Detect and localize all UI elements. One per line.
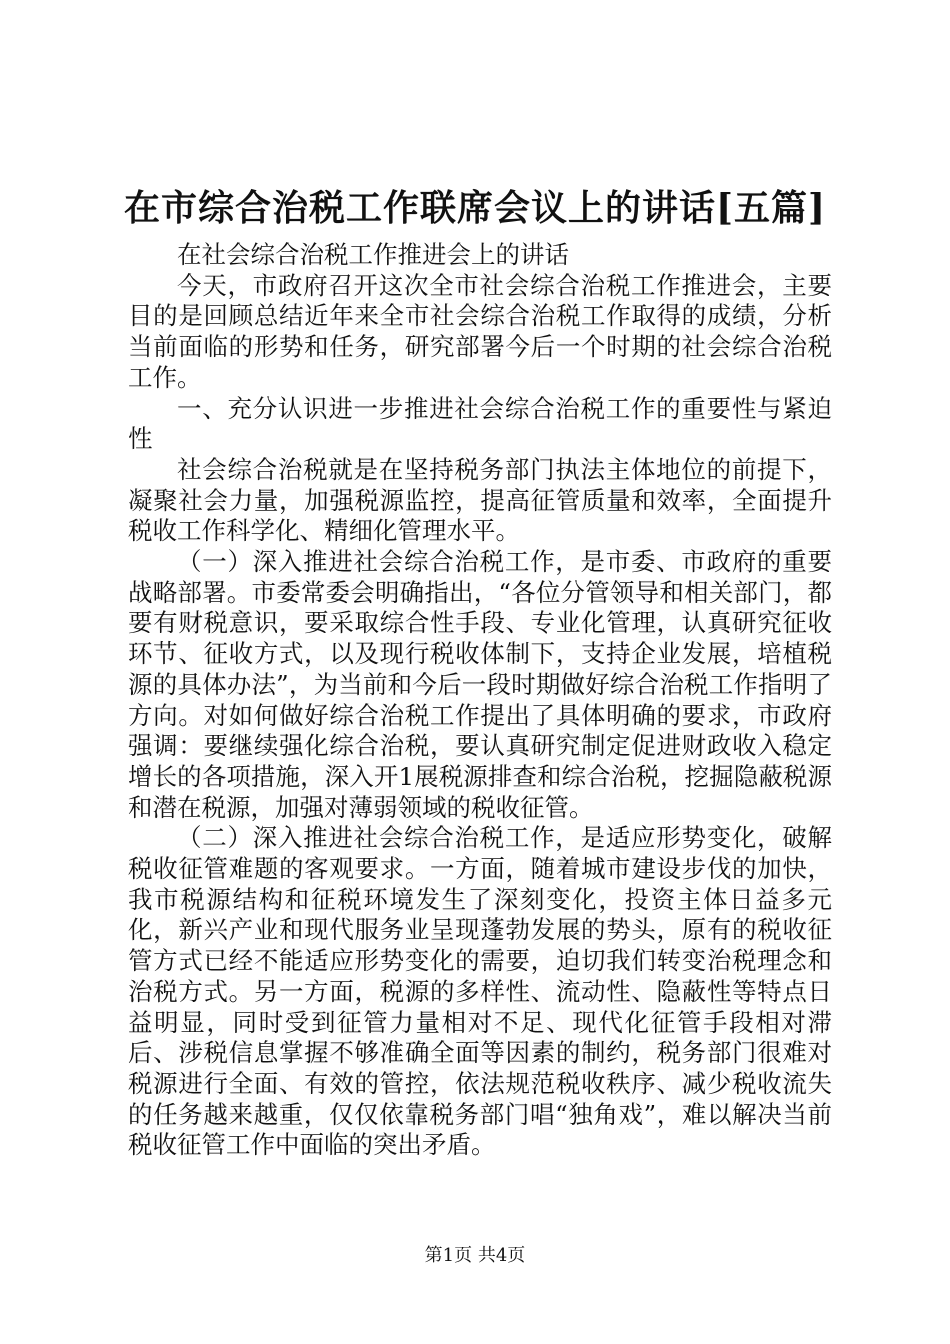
- point-one-paragraph: （一）深入推进社会综合治税工作，是市委、市政府的重要战略部署。市委常委会明确指出，“各位分管领导和相关部门，都要有财税意识，要采取综合性手段、专业化管理，认真研究征收环节、征收方式，以及现行税收体制下，支持企业发展，培植税源的具体办法”，为当前和今后一段时期做好综合治税工作指明了方向。对如何做好综合治税工作提出了具体明确的要求，市政府强调：要继续强化综合治税，要认真研究制定促进财政收入稳定增长的各项措施，深入开1展税源排查和综合治税，挖掘隐蔽税源和潜在税源，加强对薄弱领域的税收征管。: [128, 547, 832, 822]
- page-footer: 第1页 共4页: [424, 1245, 526, 1266]
- document-body: [128, 240, 832, 1161]
- document-title: 在市综合治税工作联席会议上的讲话[五篇]: [123, 187, 827, 229]
- point-two-paragraph: （二）深入推进社会综合治税工作，是适应形势变化，破解税收征管难题的客观要求。一方面，随着城市建设步伐的加快，我市税源结构和征税环境发生了深刻变化，投资主体日益多元化，新兴产业和现代服务业呈现蓬勃发展的势头，原有的税收征管方式已经不能适应形势变化的需要，迫切我们转变治税理念和治税方式。另一方面，税源的多样性、流动性、隐蔽性等特点日益明显，同时受到征管力量相对不足、现代化征管手段相对滞后、涉税信息掌握不够准确全面等因素的制约，税务部门很难对税源进行全面、有效的管控，依法规范税收秩序、减少税收流失的任务越来越重，仅仅依靠税务部门唱“独角戏”，难以解决当前税收征管工作中面临的突出矛盾。: [128, 823, 832, 1160]
- speech-subtitle: 在社会综合治税工作推进会上的讲话: [177, 240, 569, 269]
- section-heading: 一、充分认识进一步推进社会综合治税工作的重要性与紧迫性: [128, 393, 832, 454]
- definition-paragraph: 社会综合治税就是在坚持税务部门执法主体地位的前提下，凝聚社会力量，加强税源监控，提高征管质量和效率，全面提升税收工作科学化、精细化管理水平。: [128, 454, 832, 546]
- intro-paragraph: 今天，市政府召开这次全市社会综合治税工作推进会，主要目的是回顾总结近年来全市社会综合治税工作取得的成绩，分析当前面临的形势和任务，研究部署今后一个时期的社会综合治税工作。: [128, 270, 832, 392]
